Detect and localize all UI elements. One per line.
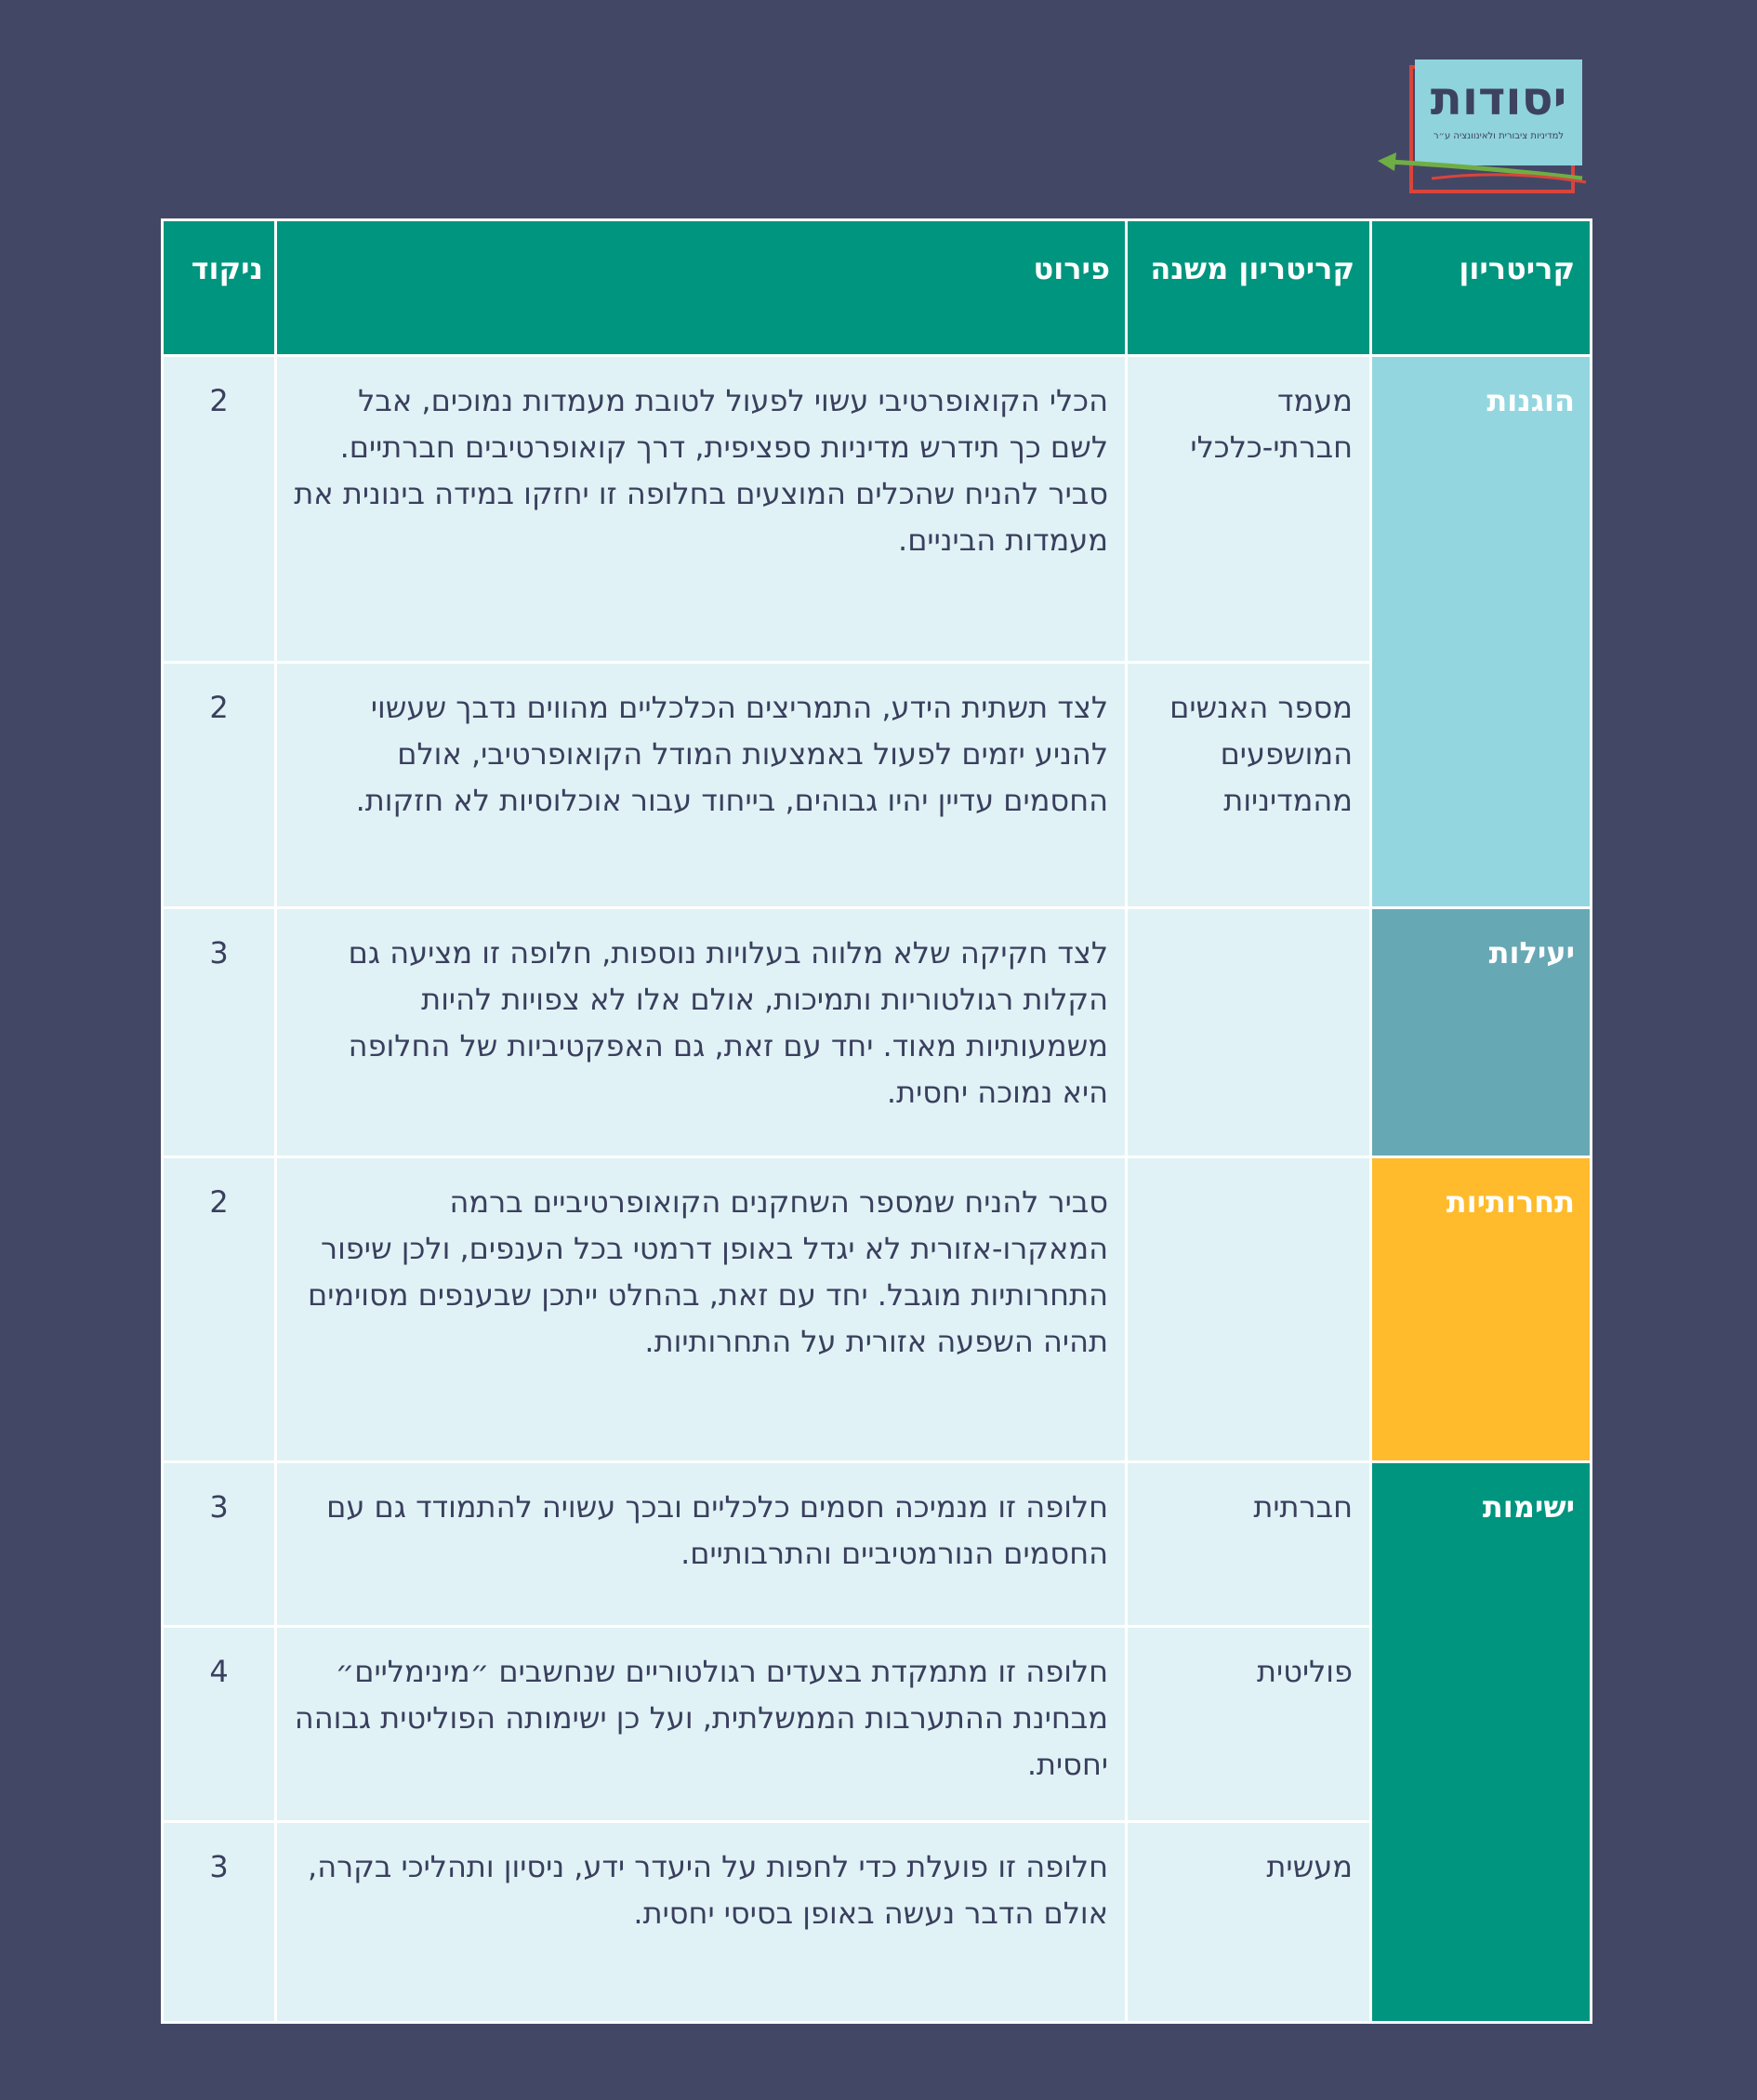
row-1-score: 2	[164, 664, 274, 906]
evaluation-table	[161, 218, 1592, 2024]
row-1-details: לצד תשתית הידע, התמריצים הכלכליים מהווים נדבך שעשוי להניע יזמים לפעול באמצעות המודל הקואופרטיבי, אולם החסמים עדיין יהיו גבוהים, בייחוד עבור אוכלוסיות לא חזקות.	[277, 664, 1125, 906]
row-0-sub-criterion: מעמד חברתי-כלכלי	[1128, 357, 1369, 661]
header-score: ניקוד	[164, 221, 274, 354]
row-0-details: הכלי הקואופרטיבי עשוי לפעול לטובת מעמדות נמוכים, אבל לשם כך תידרש מדיניות ספציפית, דרך קואופרטיבים חברתיים. סביר להניח שהכלים המוצעים בחלופה זו יחזקו במידה בינונית את מעמדות הביניים.	[277, 357, 1125, 661]
row-0-score: 2	[164, 357, 274, 661]
row-6-sub-criterion: מעשית	[1128, 1823, 1369, 2021]
criterion-fairness-label: הוגנות	[1486, 383, 1575, 418]
header-criterion: קריטריון	[1372, 221, 1590, 354]
criterion-efficiency-label: יעילות	[1488, 935, 1575, 971]
criterion-competition-label: תחרותיות	[1446, 1184, 1575, 1220]
row-2-score: 3	[164, 909, 274, 1156]
logo-title: יסודות	[1430, 72, 1567, 125]
criterion-competition	[1372, 1158, 1590, 1460]
row-3-sub-criterion	[1128, 1158, 1369, 1460]
criterion-fairness	[1372, 357, 1590, 906]
header-sub-criterion: קריטריון משנה	[1128, 221, 1369, 354]
row-4-score: 3	[164, 1463, 274, 1625]
criterion-feasibility	[1372, 1463, 1590, 2021]
criterion-feasibility-label: ישימות	[1482, 1489, 1575, 1525]
row-4-sub-criterion: חברתית	[1128, 1463, 1369, 1625]
criterion-efficiency	[1372, 909, 1590, 1156]
row-5-details: חלופה זו מתמקדת בצעדים רגולטוריים שנחשבים ״מינימליים״ מבחינת ההתערבות הממשלתית, ועל כן ישימותה הפוליטית גבוהה יחסית.	[277, 1628, 1125, 1820]
row-5-sub-criterion: פוליטית	[1128, 1628, 1369, 1820]
header-details: פירוט	[277, 221, 1125, 354]
row-3-details: סביר להניח שמספר השחקנים הקואופרטיביים ברמה המאקרו-אזורית לא יגדל באופן דרמטי בכל הענפים, ולכן שיפור התחרותיות מוגבל. יחד עם זאת, בהחלט ייתכן שבענפים מסוימים תהיה השפעה אזורית על התחרותיות.	[277, 1158, 1125, 1460]
row-6-details: חלופה זו פועלת כדי לחפות על היעדר ידע, ניסיון ותהליכי בקרה, אולם הדבר נעשה באופן בסיסי יחסית.	[277, 1823, 1125, 2021]
row-3-score: 2	[164, 1158, 274, 1460]
logo-arrow-icon	[1376, 149, 1590, 195]
row-4-details: חלופה זו מנמיכה חסמים כלכליים ובכך עשויה להתמודד גם עם החסמים הנורמטיביים והתרבותיים.	[277, 1463, 1125, 1625]
row-2-sub-criterion	[1128, 909, 1369, 1156]
row-1-sub-criterion: מספר האנשים המושפעים מהמדיניות	[1128, 664, 1369, 906]
row-2-details: לצד חקיקה שלא מלווה בעלויות נוספות, חלופה זו מציעה גם הקלות רגולטוריות ותמיכות, אולם אלו לא צפויות להיות משמעותיות מאוד. יחד עם זאת, גם האפקטיביות של החלופה היא נמוכה יחסית.	[277, 909, 1125, 1156]
row-6-score: 3	[164, 1823, 274, 2021]
row-5-score: 4	[164, 1628, 274, 1820]
logo	[1376, 56, 1590, 195]
logo-tagline: למדיניות ציבורית ולאינוונציה ע״ר	[1433, 131, 1565, 141]
